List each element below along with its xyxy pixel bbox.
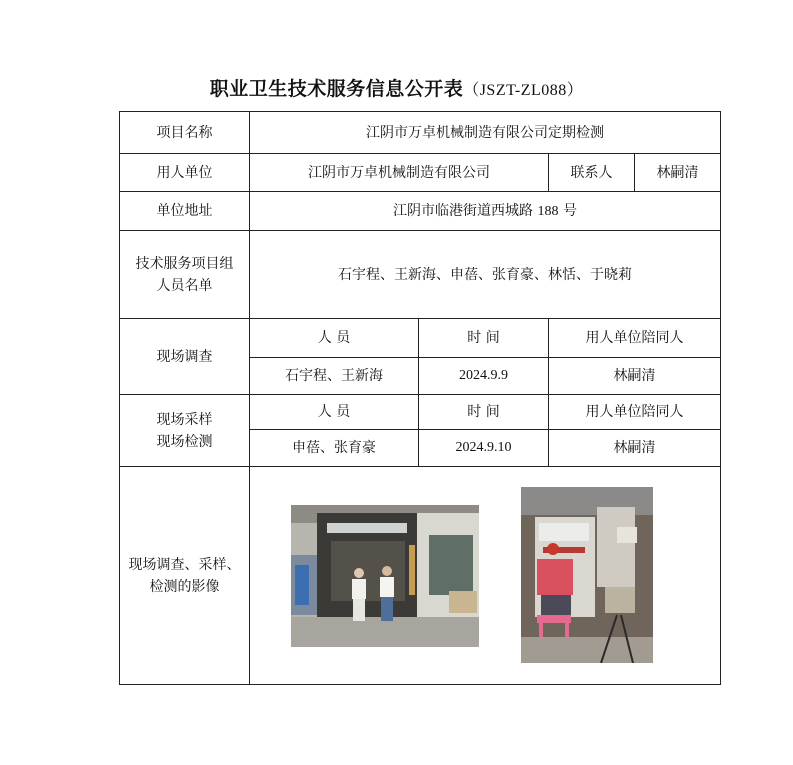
- address-label: 单位地址: [120, 192, 250, 231]
- survey-escort: 林嗣清: [549, 358, 721, 395]
- address-prefix: 江阴市临港街道西城路: [393, 202, 534, 219]
- survey-date: 2024.9.9: [419, 358, 549, 395]
- address-value: [250, 192, 721, 231]
- sampling-label: [120, 395, 250, 467]
- team-label-line2: 人员名单: [156, 277, 213, 294]
- contact-value: 林嗣清: [635, 154, 721, 192]
- row-sampling-header: [120, 395, 721, 430]
- row-employer: [120, 154, 721, 192]
- sampling-date: 2024.9.10: [419, 430, 549, 467]
- images-cell: [250, 467, 721, 685]
- survey-photo-icon: [291, 505, 479, 647]
- employer-label: 用人单位: [120, 154, 250, 192]
- survey-header-date: 时 间: [419, 319, 549, 358]
- sampling-header-date: 时 间: [419, 395, 549, 430]
- info-table: [119, 111, 721, 685]
- images-label: [120, 467, 250, 685]
- row-images: [120, 467, 721, 685]
- row-survey-header: [120, 319, 721, 358]
- survey-label: 现场调查: [120, 319, 250, 395]
- project-label: 项目名称: [120, 112, 250, 154]
- team-label-line1: 技术服务项目组: [135, 255, 234, 272]
- address-number: 188: [537, 203, 559, 219]
- sampling-escort: 林嗣清: [549, 430, 721, 467]
- row-project: [120, 112, 721, 154]
- images-label-line2: 检测的影像: [149, 578, 220, 595]
- sampling-label-line2: 现场检测: [156, 433, 213, 450]
- sampling-header-people: 人 员: [250, 395, 419, 430]
- survey-header-people: 人 员: [250, 319, 419, 358]
- team-label: [120, 231, 250, 319]
- employer-value: 江阴市万卓机械制造有限公司: [250, 154, 549, 192]
- photos-area: [250, 467, 720, 684]
- sampling-label-line1: 现场采样: [156, 411, 213, 428]
- survey-people: 石宇程、王新海: [250, 358, 419, 395]
- images-label-line1: 现场调查、采样、: [128, 556, 241, 573]
- row-team: [120, 231, 721, 319]
- sampling-header-escort: 用人单位陪同人: [549, 395, 721, 430]
- survey-header-escort: 用人单位陪同人: [549, 319, 721, 358]
- sampling-photo-icon: [521, 487, 653, 663]
- sampling-people: 申蓓、张育豪: [250, 430, 419, 467]
- project-value: 江阴市万卓机械制造有限公司定期检测: [250, 112, 721, 154]
- address-suffix: 号: [562, 202, 577, 219]
- team-value: 石宇程、王新海、申蓓、张育豪、林恬、于晓莉: [250, 231, 721, 319]
- page-title: [0, 74, 793, 101]
- row-address: [120, 192, 721, 231]
- title-code: （JSZT-ZL088）: [463, 82, 584, 99]
- title-text: 职业卫生技术服务信息公开表: [209, 78, 464, 100]
- contact-label: 联系人: [549, 154, 635, 192]
